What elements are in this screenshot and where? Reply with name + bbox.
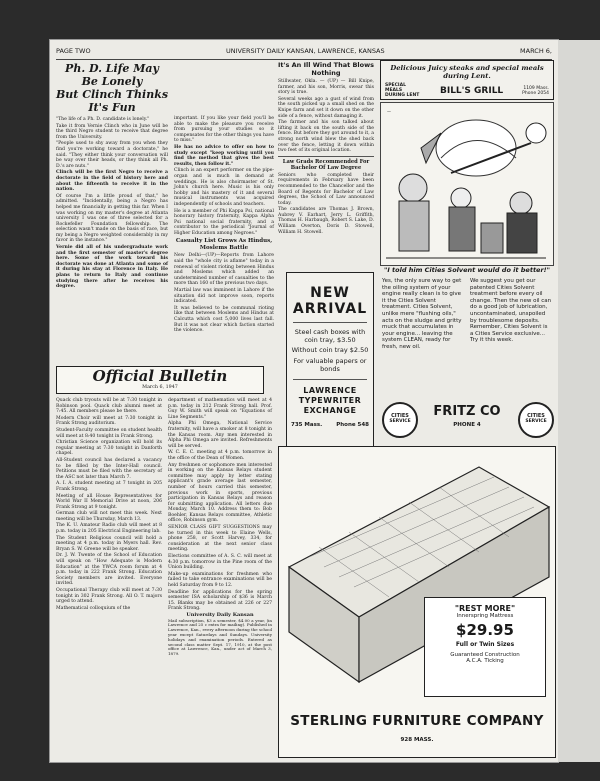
bulletin-items-continued: [168, 398, 272, 758]
fritz-phone: PHONE 4: [453, 422, 481, 428]
mattress-price: $29.95: [456, 621, 514, 639]
bulletin-item: Any freshmen or sophomore men interested in working on the Kansas Relays student committee may apply by letter stating applicant's grade average last semester, number of hours carried this semester, previous work in sports, previous participation in Kansas Relays and reason for submitting application. All letters due Monday, March 10. Address them to: Bob Boehler, Kansas Relays committee, Athletic office, Robinson gym.: [168, 462, 272, 524]
bulletin-item: SENIOR CLASS GIFT SUGGESTIONS may be turned in this week to Elaine Wells, phone 258, or Scott Harvey, 334, for consideration at the next senior class meeting.: [168, 525, 272, 553]
cities-text-left: Yes, the only sure way to get the oiling system of your engine really clean is to give it the Cities Solvent treatment. Cities Solvent, unlike mere "flushing oils," acts on the sludge and gritty muck that accumulates in your engine... leaving the system CLEAN, ready for fresh, new oil.: [382, 278, 462, 350]
article-para: The farmer and his son talked about lifting it back on the south side of the fence. But before they got around to it, a strong north wind blew the shed back over the fence, letting it down within two feet of its original location.: [278, 120, 374, 154]
article-para: "People used to shy away from you when they find you're working toward a doctorate," he said. "They either think your conversation will be way over their heads, or they think all Ph. D.'s are nuts.": [56, 141, 168, 169]
law-headline: Law Grads Recommended For Bachelor Of Law Degree: [282, 158, 370, 171]
article-para: The candidates are Thomas J. Brown, Aubrey V. Earhart, Jerry L. Griffith, Thomas H. Harbaugh, Robert S. Lake, D. William Overton, Doris D. Stowell, William H. Stowell.: [278, 207, 374, 235]
bulletin-item: Modern Choir will meet at 7:30 tonight in Frank Strong auditorium.: [56, 415, 162, 427]
bulletin-item: The K. U. Amateur Radio club will meet at 8 p.m. today in 205 Electrical Engineering lab.: [56, 523, 162, 535]
grill-name: BILL'S GRILL: [439, 85, 504, 96]
bulletin-banner: [56, 366, 264, 394]
ad-new: NEW: [310, 285, 350, 301]
page-number: PAGE TWO: [56, 47, 91, 55]
bulletin-item: Elections committee of A. S. C. will meet at 4:30 p.m. tomorrow in the Pine room of the Union building.: [168, 554, 272, 571]
article-ill-wind: [278, 62, 374, 262]
bulletin-item: Christian Science organization will hold its regular meeting at 7:30 tonight in Danforth chapel.: [56, 440, 162, 457]
cartoon-illustration: [380, 102, 554, 266]
bulletin-item: The Student Religious council will hold a meeting at 4 p.m. today in Myers hall. Rev. Bryan S. W. Greene will be speaker.: [56, 535, 162, 552]
bulletin-date: March 6, 1947: [142, 385, 178, 390]
bulletin-item: department of mathematics will meet at 4 p.m. today in 212 Frank Strong hall. Prof. Guy W. Smith will speak on "Equations of Line Segments.": [168, 398, 272, 420]
article-para: Clinch is an expert performer on the pipe-organ and is much in demand at weddings. He is also choirmaster of St. John's church here. Music is his only hobby and his mastery of it and several musical instruments was acquired independently of schools and teachers.: [174, 168, 274, 207]
mattress-size: Full or Twin Sizes: [455, 641, 515, 648]
mattress-slogan: "REST MORE": [454, 604, 516, 613]
ad-sterling-furniture: [278, 446, 556, 758]
ad-name3: EXCHANGE: [303, 406, 357, 415]
logo-text2: SERVICE: [389, 419, 411, 424]
bulletin-item: Quack club tryouts will be at 7:30 tonight in Robinson pool. Quack club alumni meet at 7:45. All members please be there.: [56, 398, 162, 415]
fritz-name: FRITZ CO: [433, 404, 501, 419]
paper-title: UNIVERSITY DAILY KANSAN, LAWRENCE, KANSAS: [225, 47, 385, 55]
bulletin-item: Deadline for applications for the spring semester ISA scholarship of $36 is March 15. Blanks may be obtained at 226 or 227 Frank Strong.: [168, 589, 272, 612]
masthead-title: University Daily Kansan: [186, 611, 254, 618]
cities-service-logo: [382, 402, 418, 438]
logo-text1: CITIES: [391, 413, 409, 419]
divider: [293, 379, 367, 380]
furniture-address: 928 MASS.: [400, 737, 434, 743]
ad-address: 735 Mass.: [291, 422, 323, 428]
article-para: Vernie did all of his undergraduate work and the first semester of master's degree here. Some of the work toward his doctorate was done at Atlanta and some of it during his stay at Florence in Italy. He plans to return to Italy and continue studying there after he receives his degree.: [56, 245, 168, 290]
ad-name1: LAWRENCE: [303, 386, 357, 395]
logo-text1: CITIES: [527, 413, 545, 419]
bulletin-item: Make-up examinations for freshmen who failed to take entrance examinations will be held Saturday from 9 to 12.: [168, 571, 272, 588]
grill-address: 1109 Mass.: [523, 85, 549, 91]
masthead-text: Mail subscription, $3 a semester, $4.00 a year, (in Lawrence and 25 c extra for mailing). Published in Lawrence, Kan., every afternoon during the school year except Saturdays and Sundays. University holidays and examination periods. Entered as second class matter Sept. 17, 1910, at the post office at Lawrence, Kan., under act of March 3, 1879.: [168, 617, 272, 657]
article-para: Take it from Vernie Clinch who in June will be the third Negro student to receive that degree from the University.: [56, 123, 168, 140]
next-page-edge: [558, 40, 600, 762]
article-para: "The life of a Ph. D. candidate is lonely.": [56, 117, 150, 122]
fritz-co-ad: [382, 400, 552, 438]
page-header: [56, 47, 552, 60]
ad-line2: Without coin tray $2.50: [291, 346, 369, 354]
ad-contact: [291, 422, 369, 428]
article-para: Martial law was imminent in Lahore if the situation did not improve soon, reports indicated.: [174, 288, 274, 305]
article-para: Clinch will be the first Negro to receive a doctorate in the field of history here and about the fifteenth to receive it in the nation.: [56, 170, 168, 193]
bulletin-item: Dr. J. W. Twente of the School of Education will speak on "How Adequate is Modern Education" at the YWCA room forum at 4 p.m. today in 222 Frank Strong. Education Society members are invited. Everyone invited.: [56, 553, 162, 587]
divider: [278, 156, 374, 157]
article-para: New Delhi—(UP)—Reports from Lahore said the "whole city is aflame" today in a renewal of violent rioting between Hindus and Moslems which added an undetermined number of casualties to the more than 160 of the previous two days.: [174, 253, 274, 287]
ad-line1: Steel cash boxes with coin tray, $3.50: [294, 328, 366, 344]
headline-line2: But Clinch Thinks It's Fun: [56, 88, 169, 114]
bulletin-item: German club will not meet this week. Next meeting will be Thursday, March 13.: [56, 511, 162, 522]
bulletin-item: Meeting of all House Representatives for World War II Memorial Drive at noon, 206 Frank Strong at 9 tonight.: [56, 493, 162, 510]
grill-row: [385, 83, 549, 98]
grill-phone: Phone 2054: [522, 90, 549, 96]
article-phd-continued: [174, 116, 274, 334]
newspaper-page: [50, 40, 558, 762]
ad-line3: For valuable papers or bonds: [293, 357, 367, 373]
cartoon-signature: —: [387, 109, 391, 114]
article-para: Several weeks ago a gust of wind from the south picked up a small shed on the Knipe farm and set it down on the other side of a fence, without damaging it.: [278, 96, 374, 119]
cartoon-drawing: [381, 103, 553, 265]
article-para: Of course I'm a little proud of that," he admitted. "Incidentally, being a Negro has helped me financially in getting this far. When I was working on my master's degree at Atlanta university I was one of three selected for a Rockefeller Foundation fellowship. The selection wasn't made on the basis of race, but my being a Negro weighted considerably in my favor in the instance.": [56, 193, 168, 244]
subhead-casualty: Casualty List Grows As Hindus, Moslems Battle: [175, 238, 273, 251]
ad-name2: TYPEWRITER: [298, 396, 362, 405]
furniture-name: STERLING FURNITURE COMPANY: [290, 713, 544, 729]
article-para: Seniors who completed their requirements in February have been recommended to the Chancellor and the Board of Regents for Bachelor of Law degrees, the School of Law announced today.: [278, 172, 374, 206]
mattress-detail-card: [424, 597, 546, 697]
grill-contact: [522, 86, 549, 96]
bulletin-item: All-Student council has declared a vacancy to be filled by the Inter-Hall council. Petitions must be filed with the secretary of the ASC not later than March 7.: [56, 457, 162, 480]
article-para: He is a member of Phi Kappa Psi, national honorary history fraternity, Kappa Alpha Psi national social fraternity, and a contributor to the periodical "Journal of Higher Education among Negroes.": [174, 208, 274, 236]
mattress-guarantee: Guaranteed Construction: [450, 652, 520, 658]
bulletin-item: A. I. A. student meeting at 7 tonight in 205 Frank Strong.: [56, 481, 162, 492]
article-para: He has no advice to offer on how to study except "keep working until you find the method that gives the best results, then follow it.": [174, 144, 274, 167]
bulletin-item: W. C. E. C. meeting at 4 p.m. tomorrow in the office of the Dean of Women.: [168, 450, 272, 461]
logo-text2: SERVICE: [525, 419, 547, 424]
mattress-ticking: A.C.A. Ticking: [466, 658, 504, 664]
article-para: Stillwater, Okla. — (UP) — Bill Knipe, farmer, and his son, Morris, swear this story is true.: [278, 79, 374, 96]
bulletin-title: Official Bulletin: [92, 367, 228, 385]
ad-phone: Phone 548: [336, 422, 369, 428]
bulletin-item: Alpha Phi Omega, National Service fraternity, will have a smoker at 8 tonight in the Kansas room. Any men interested in Alpha Phi Omega are invited. Refreshments will be served.: [168, 421, 272, 449]
grill-tagline: Delicious Juicy steaks and special meals during Lent.: [390, 64, 544, 80]
bulletin-items: [56, 398, 162, 758]
divider: [293, 322, 367, 323]
article-para: It was believed to be communal rioting like that between Moslems and Hindus at Calcutta which cost 5,000 lives last fall. But it was not clear which faction started the violence.: [174, 305, 274, 334]
mattress-type: Innerspring Mattress: [456, 613, 514, 619]
headline-line1: Ph. D. Life May Be Lonely: [65, 62, 159, 88]
issue-date: MARCH 6,: [520, 47, 552, 55]
article-para: important. If you like your field you'll be able to make the pleasure you receive from pursuing your studies so it compensates for the other things you have to miss.": [174, 116, 274, 144]
ad-bills-grill: [380, 60, 554, 100]
grill-special: SPECIAL MEALS DURING LENT: [385, 83, 420, 98]
cities-service-logo: [518, 402, 554, 438]
article-phd: [56, 62, 168, 292]
bulletin-item: Mathematical colloquium of the: [56, 605, 131, 611]
cities-text-right: We suggest you get our patented Cities Solvent treatment before every oil change. Then the new oil can do a good job of lubrication, uncontaminated, unspoiled by troublesome deposits. Remember, Cities Solvent is a Cities Service exclusive... Try it this week.: [470, 278, 552, 344]
cartoon-caption: "I told him Cities Solvent would do it better!": [383, 266, 551, 274]
ad-arrival: ARRIVAL: [292, 301, 368, 317]
wind-headline: It's An Ill Wind That Blows Nothing: [278, 61, 374, 77]
bulletin-item: Occupational Therapy club will meet at 7:30 tonight in 302 Frank Strong. All O. T. majors urged to attend.: [56, 588, 162, 605]
bulletin-item: Student-Faculty committee on student health will meet at 8:40 tonight in Frank Strong.: [56, 427, 162, 439]
